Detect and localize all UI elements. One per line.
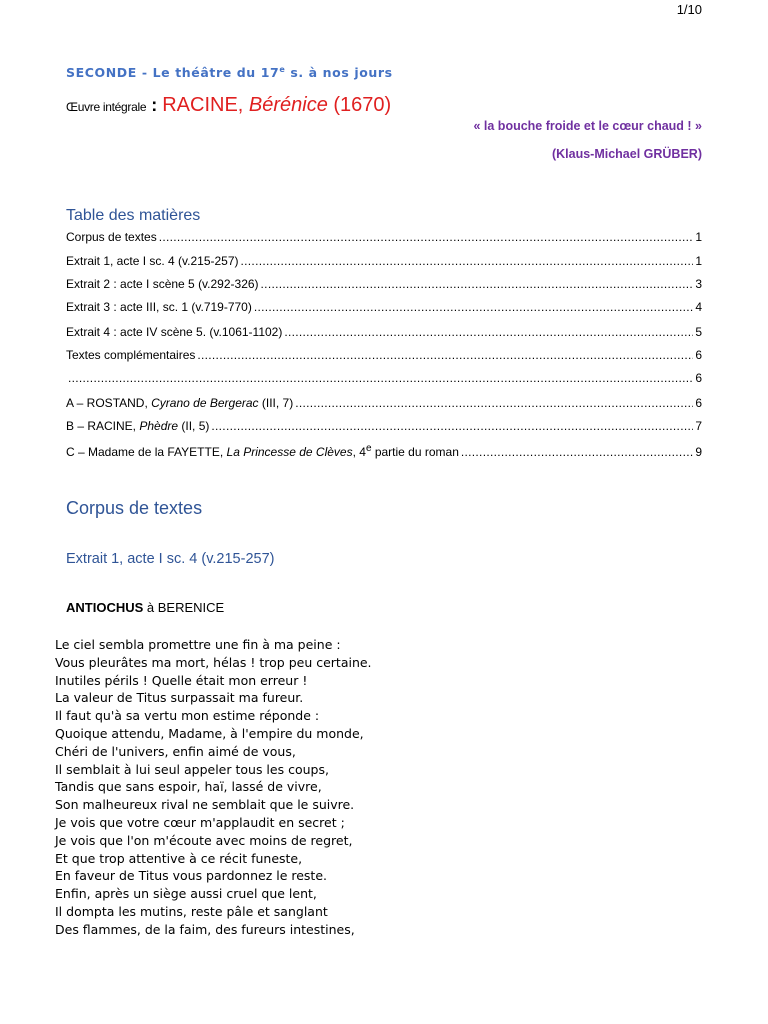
- toc-entry-text: Extrait 3 : acte III, sc. 1 (v.719-770): [66, 300, 252, 314]
- oeuvre-label: Œuvre intégrale: [66, 100, 147, 114]
- verse-line: Tandis que sans espoir, haï, lassé de vivre,: [55, 779, 322, 795]
- page-number: 1/10: [676, 2, 702, 17]
- toc-entry-page: 7: [695, 419, 702, 433]
- author-name: RACINE,: [162, 94, 249, 116]
- epigraph-quote: « la bouche froide et le cœur chaud ! »: [473, 119, 702, 133]
- course-heading: [66, 65, 393, 80]
- colon: :: [146, 95, 163, 115]
- toc-entry[interactable]: [66, 325, 702, 341]
- toc-entry-text-italic: Phèdre: [139, 419, 179, 433]
- verse-line: Il dompta les mutins, reste pâle et sanglant: [55, 903, 328, 919]
- verse-line: Je vois que votre cœur m'applaudit en secret ;: [55, 814, 345, 830]
- verse-line: Inutiles périls ! Quelle était mon erreur !: [55, 672, 308, 688]
- toc-entry[interactable]: [66, 396, 702, 412]
- verse-line: Il semblait à lui seul appeler tous les coups,: [55, 761, 329, 777]
- verse-line: Je vois que l'on m'écoute avec moins de regret,: [55, 832, 353, 848]
- toc-entry[interactable]: [66, 419, 702, 435]
- toc-entry-text-pre: C – Madame de la FAYETTE,: [66, 445, 227, 459]
- speaker-line: [66, 600, 224, 615]
- verse-line: Vous pleurâtes ma mort, hélas ! trop peu certaine.: [55, 654, 372, 670]
- toc-entry-text-pre: A – ROSTAND,: [66, 396, 152, 410]
- toc-entry-page: 1: [695, 230, 702, 244]
- toc-entry[interactable]: [66, 443, 702, 459]
- toc-entry-page: 6: [695, 371, 702, 385]
- verse-line: Enfin, après un siège aussi cruel que lent,: [55, 886, 317, 902]
- toc-entry-text-post2: partie du roman: [371, 445, 459, 459]
- toc-entry-text-italic: Cyrano de Bergerac: [151, 396, 259, 410]
- verse-line: En faveur de Titus vous pardonnez le reste.: [55, 868, 327, 884]
- toc-title: Table des matières: [66, 207, 201, 224]
- toc-entry-text: Extrait 2 : acte I scène 5 (v.292-326): [66, 277, 259, 291]
- toc-entry-page: 9: [695, 445, 702, 459]
- toc-entry-text-post: (III, 7): [258, 396, 294, 410]
- toc-entry-text: Extrait 4 : acte IV scène 5. (v.1061-1102): [66, 325, 283, 339]
- course-heading-text: SECONDE - Le théâtre du 17: [66, 65, 280, 81]
- toc-leader: [461, 445, 693, 459]
- verse-list: [55, 636, 372, 939]
- toc-entry[interactable]: [66, 348, 702, 364]
- course-heading-end: s. à nos jours: [285, 65, 393, 81]
- speaker-addressee: à BERENICE: [143, 600, 225, 615]
- speaker-name: ANTIOCHUS: [66, 600, 144, 615]
- toc-entry-text: Extrait 1, acte I sc. 4 (v.215-257): [66, 254, 239, 268]
- verse-line: La valeur de Titus surpassait ma fureur.: [55, 690, 304, 706]
- toc-leader: [211, 419, 693, 433]
- epigraph-author: (Klaus-Michael GRÜBER): [551, 147, 702, 161]
- work-year: (1670): [327, 94, 392, 116]
- toc-leader: [159, 230, 694, 244]
- toc-leader: [254, 300, 693, 314]
- verse-line: Le ciel sembla promettre une fin à ma peine :: [55, 637, 341, 652]
- verse-line: Il faut qu'à sa vertu mon estime réponde :: [55, 708, 320, 724]
- toc-entry-page: 6: [695, 348, 702, 362]
- toc-leader: [241, 254, 694, 268]
- toc-entry-text: [66, 419, 209, 433]
- toc-entry-page: 3: [695, 277, 702, 291]
- toc-entry[interactable]: [66, 277, 702, 293]
- toc-entry-text-italic: La Princesse de Clèves: [226, 445, 353, 459]
- toc-leader: [261, 277, 694, 291]
- toc-entry-text: Corpus de textes: [66, 230, 157, 244]
- toc-entry-text-post: , 4: [352, 445, 366, 459]
- toc-entry[interactable]: [66, 371, 702, 387]
- section-subheading: Extrait 1, acte I sc. 4 (v.215-257): [66, 551, 275, 567]
- toc-leader: [295, 396, 693, 410]
- toc-entry-text-sup: e: [365, 443, 372, 454]
- toc-entry-text: [66, 396, 293, 410]
- toc-entry-text-pre: B – RACINE,: [66, 419, 140, 433]
- verse-line: Et que trop attentive à ce récit funeste,: [55, 850, 303, 866]
- toc-entry-text: Textes complémentaires: [66, 348, 196, 362]
- toc-entry-page: 6: [695, 396, 702, 410]
- verse-line: Des flammes, de la faim, des fureurs intestines,: [55, 921, 355, 937]
- verse-line: Chéri de l'univers, enfin aimé de vous,: [55, 743, 296, 759]
- toc-entry-text-post: (II, 5): [178, 419, 210, 433]
- toc-entry-page: 4: [695, 300, 702, 314]
- toc-leader: [197, 348, 693, 362]
- verse-line: Quoique attendu, Madame, à l'empire du monde,: [55, 725, 364, 741]
- toc-entry-page: 5: [695, 325, 702, 339]
- section-heading: Corpus de textes: [66, 498, 203, 518]
- toc-entry-text: [66, 443, 459, 459]
- toc-entry-page: 1: [695, 254, 702, 268]
- toc-leader: [284, 325, 693, 339]
- toc-entry[interactable]: [66, 230, 702, 246]
- work-name: Bérénice: [248, 94, 328, 116]
- course-heading-sup: e: [279, 65, 286, 74]
- verse-line: Son malheureux rival ne semblait que le suivre.: [55, 797, 355, 813]
- toc-entry[interactable]: [66, 300, 702, 316]
- toc-entry[interactable]: [66, 254, 702, 270]
- toc-leader: [68, 371, 693, 385]
- work-title: [66, 94, 391, 117]
